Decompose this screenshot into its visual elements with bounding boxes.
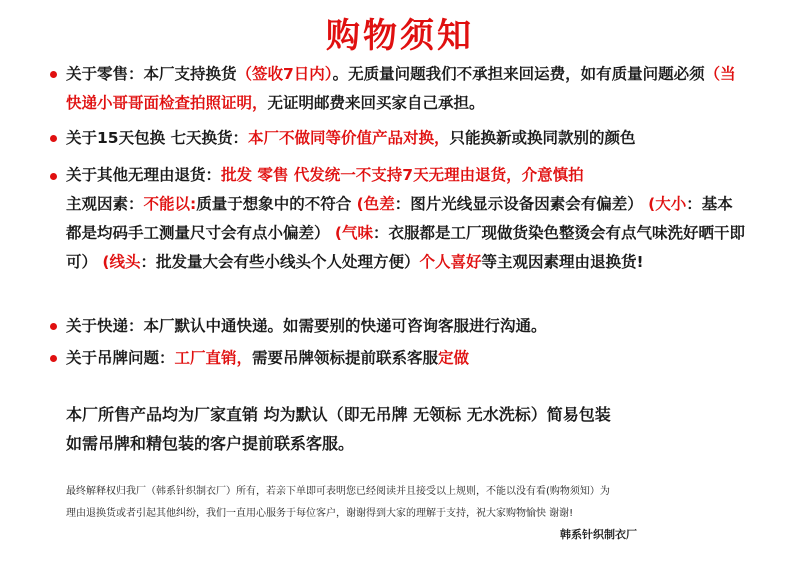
express-section xyxy=(66,312,746,341)
tag-highlight: 定做 xyxy=(438,349,470,367)
other-text: ：图片光线显示设备因素会有偏差） xyxy=(394,195,649,213)
other-highlight: (线头 xyxy=(102,253,141,271)
other-text: ：衣服都是工厂现做货染色整烫会有点气味洗好晒干即可） xyxy=(66,224,746,271)
retail-text: 无证明邮费来回买家自己承担。 xyxy=(267,94,485,112)
exchange-text: 关于15天包换 七天换货： xyxy=(66,129,248,147)
signature: 韩系针织制衣厂 xyxy=(560,528,637,541)
retail-section xyxy=(66,60,746,118)
other-text: ：批发量大会有些小线头个人处理方便） xyxy=(140,253,420,271)
other-text: 关于其他无理由退货： xyxy=(66,166,222,184)
closing-line-2: 如需吊牌和精包装的客户提前联系客服。 xyxy=(66,434,355,453)
fine-print-line-2: 理由退换货或者引起其他纠纷，我们一直用心服务于每位客户，谢谢得到大家的理解于支持，祝大家购物愉快 谢谢! xyxy=(66,508,574,519)
other-returns-section xyxy=(66,161,746,277)
tag-text: 关于吊牌问题： xyxy=(66,349,175,367)
bullet-icon xyxy=(50,355,57,362)
retail-highlight: （签收7日内） xyxy=(236,65,333,83)
other-text: ：基本都是均码手工测量尺寸会有点小偏差） xyxy=(66,195,733,242)
fine-print-line-1: 最终解释权归我厂（韩系针织制衣厂）所有，若亲下单即可表明您已经阅读并且接受以上规则，不能以没有看(购物须知）为 xyxy=(66,486,610,497)
other-highlight: 个人喜好 xyxy=(419,253,482,271)
exchange-section xyxy=(66,124,746,153)
bullet-icon xyxy=(50,135,57,142)
bullet-icon xyxy=(50,173,57,180)
exchange-text: 只能换新或换同款别的颜色 xyxy=(449,129,636,147)
other-highlight: 批发 零售 代发统一不支持7天无理由退货，介意慎拍 xyxy=(221,166,584,184)
other-text: 等主观因素理由退换货! xyxy=(481,253,644,271)
other-text: 主观因素： xyxy=(66,195,144,213)
bullet-icon xyxy=(50,323,57,330)
other-highlight: (大小 xyxy=(648,195,687,213)
tag-highlight: 工厂直销， xyxy=(174,349,253,367)
other-text: 质量于想象中的不符合 xyxy=(196,195,357,213)
other-highlight: (色差 xyxy=(356,195,395,213)
retail-highlight: （当快递小哥哥面检查拍照证明， xyxy=(66,65,736,112)
page-title: 购物须知 xyxy=(326,16,474,56)
retail-text: 关于零售：本厂支持换货 xyxy=(66,65,237,83)
tag-text: 需要吊牌领标提前联系客服 xyxy=(252,349,439,367)
bullet-icon xyxy=(50,71,57,78)
express-text: 关于快递：本厂默认中通快递。如需要别的快递可咨询客服进行沟通。 xyxy=(66,317,547,335)
closing-line-1: 本厂所售产品均为厂家直销 均为默认（即无吊牌 无领标 无水洗标）简易包装 xyxy=(66,405,611,424)
other-highlight: (气味 xyxy=(334,224,373,242)
retail-text: 。无质量问题我们不承担来回运费，如有质量问题必须 xyxy=(332,65,705,83)
tag-section xyxy=(66,344,746,373)
other-highlight: 不能以: xyxy=(143,195,197,213)
exchange-highlight: 本厂不做同等价值产品对换， xyxy=(247,129,450,147)
